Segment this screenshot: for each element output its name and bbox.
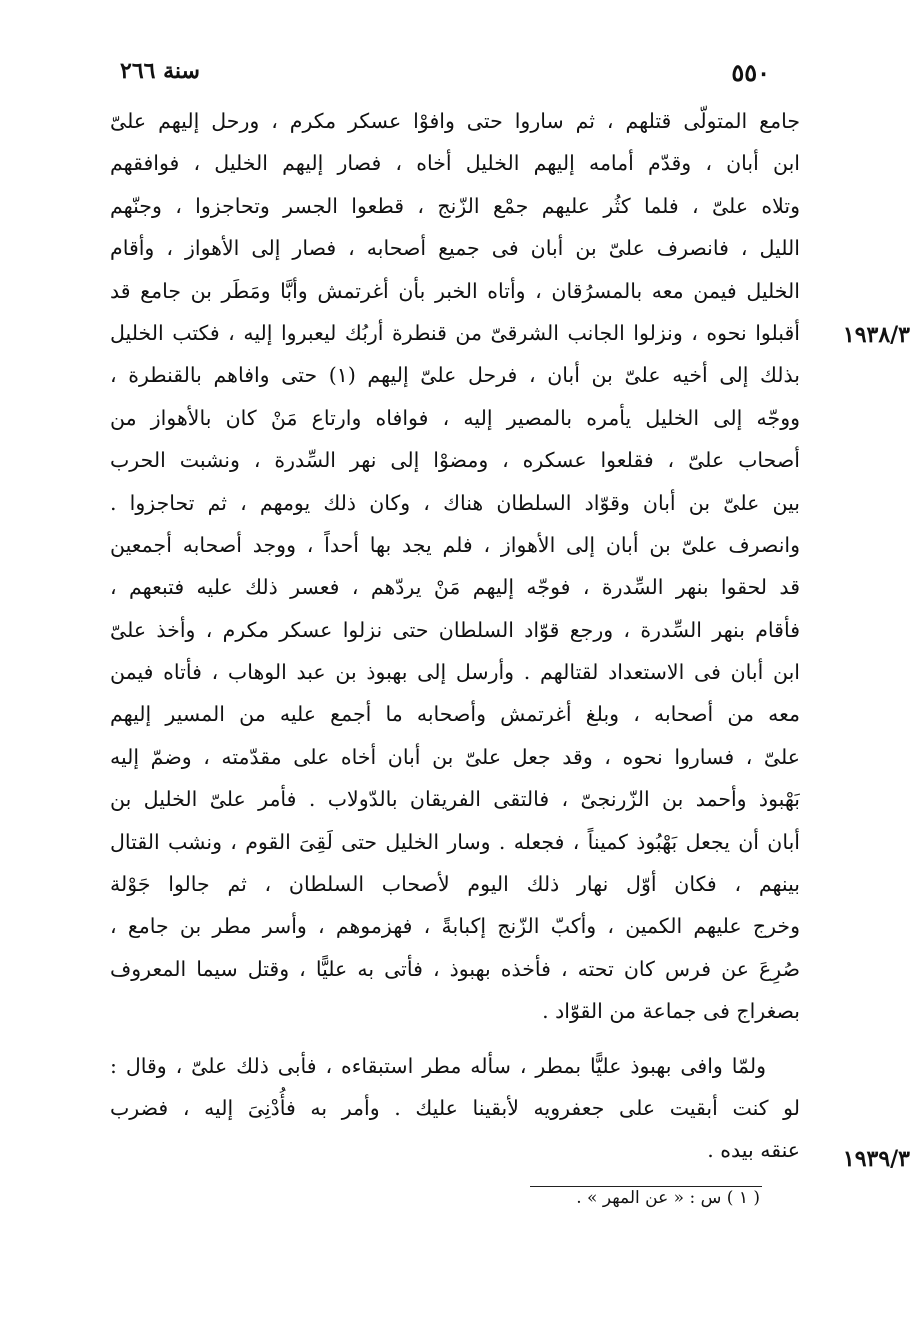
text-line: قد لحقوا بنهر السِّدرة ، فوجّه إليهم مَنْ يردّهم ، فعسر ذلك عليه فتبعهم ، [110, 575, 800, 600]
footnote: ( ١ ) س : « عن المهر » . [576, 1188, 760, 1208]
running-head: سنة ٢٦٦ [120, 58, 200, 84]
text-line: بَهْبوذ وأحمد بن الزّرنجىّ ، فالتقى الفريقان بالدّولاب . فأمر علىّ الخليل بن [110, 787, 800, 812]
text-line: معه من أصحابه ، وبلغ أغرتمش وأصحابه ما أجمع عليه من المسير إليهم [110, 702, 800, 727]
margin-reference: ١٩٣٨/٣ [842, 322, 910, 348]
text-line: ولمّا وافى بهبوذ عليًّا بمطر ، سأله مطر استبقاءه ، فأبى ذلك علىّ ، وقال : [110, 1053, 766, 1078]
margin-reference: ١٩٣٩/٣ [842, 1146, 910, 1172]
text-line: علىّ ، فساروا نحوه ، وقد جعل علىّ بن أبان أخاه على مقدّمته ، وضمّ إليه [110, 744, 800, 769]
text-line: أقبلوا نحوه ، ونزلوا الجانب الشرقىّ من قنطرة أربُك ليعبروا إليه ، فكتب الخليل [110, 320, 800, 345]
text-line: ابن أبان ، وقدّم أمامه إليهم الخليل أخاه ، فصار إليهم الخليل ، فوافقهم [110, 151, 800, 176]
text-line: عنقه بيده . [707, 1138, 800, 1163]
text-line: الليل ، فانصرف علىّ بن أبان فى جميع أصحابه ، فصار إلى الأهواز ، وأقام [110, 236, 800, 261]
text-line: وخرج عليهم الكمين ، وأكبّ الزّنج إكبابةً ، فهزموهم ، وأسر مطر بن جامع ، [110, 914, 800, 939]
text-line: بذلك إلى أخيه علىّ بن أبان ، فرحل علىّ إليهم (١) حتى وافاهم بالقنطرة ، [110, 363, 800, 388]
text-line: جامع المتولّى قتلهم ، ثم ساروا حتى وافوْا عسكر مكرم ، ورحل إليهم علىّ [110, 109, 800, 133]
page-header [120, 58, 770, 94]
text-line: بينهم ، فكان أوّل نهار ذلك اليوم لأصحاب السلطان ، ثم جالوا جَوْلة [110, 872, 800, 897]
text-line: وانصرف علىّ بن أبان إلى الأهواز ، فلم يجد بها أحداً ، ووجد أصحابه أجمعين [110, 532, 800, 557]
text-line: صُرِعَ عن فرس كان تحته ، فأخذه بهبوذ ، فأتى به عليًّا ، وقتل سيما المعروف [110, 956, 800, 981]
text-line: لو كنت أبقيت على جعفرويه لأبقينا عليك . وأمر به فأُدْنِىَ إليه ، فضرب [110, 1095, 800, 1120]
text-line: بصغراج فى جماعة من القوّاد . [542, 999, 800, 1024]
text-line: الخليل فيمن معه بالمسرُقان ، وأتاه الخبر بأن أغرتمش وأبَّا ومَطَر بن جامع قد [110, 278, 800, 303]
text-line: وتلاه علىّ ، فلما كثُر عليهم جمْع الزّنج ، قطعوا الجسر وتحاجزوا ، وجنّهم [110, 193, 800, 218]
text-line: بين علىّ بن أبان وقوّاد السلطان هناك ، وكان ذلك يومهم ، ثم تحاجزوا . [110, 490, 800, 515]
text-line: أصحاب علىّ ، فقلعوا عسكره ، ومضوْا إلى نهر السِّدرة ، ونشبت الحرب [110, 448, 800, 473]
text-line: فأقام بنهر السِّدرة ، ورجع قوّاد السلطان حتى نزلوا عسكر مكرم ، وأخذ علىّ [110, 617, 800, 642]
text-line: ابن أبان فى الاستعداد لقتالهم . وأرسل إلى بهبوذ بن عبد الوهاب ، فأتاه فيمن [110, 660, 800, 685]
page-number: ٥٥٠ [731, 58, 770, 87]
footnote-divider [530, 1186, 762, 1187]
body-text [110, 100, 800, 1172]
paragraph-gap [110, 1033, 800, 1045]
text-line: أبان أن يجعل بَهْبُوذ كميناً ، فجعله . وسار الخليل حتى لَقِىَ القوم ، ونشب القتال [110, 829, 800, 854]
text-line: ووجّه إلى الخليل يأمره بالمصير إليه ، فوافاه وارتاع مَنْ كان بالأهواز من [110, 405, 800, 430]
